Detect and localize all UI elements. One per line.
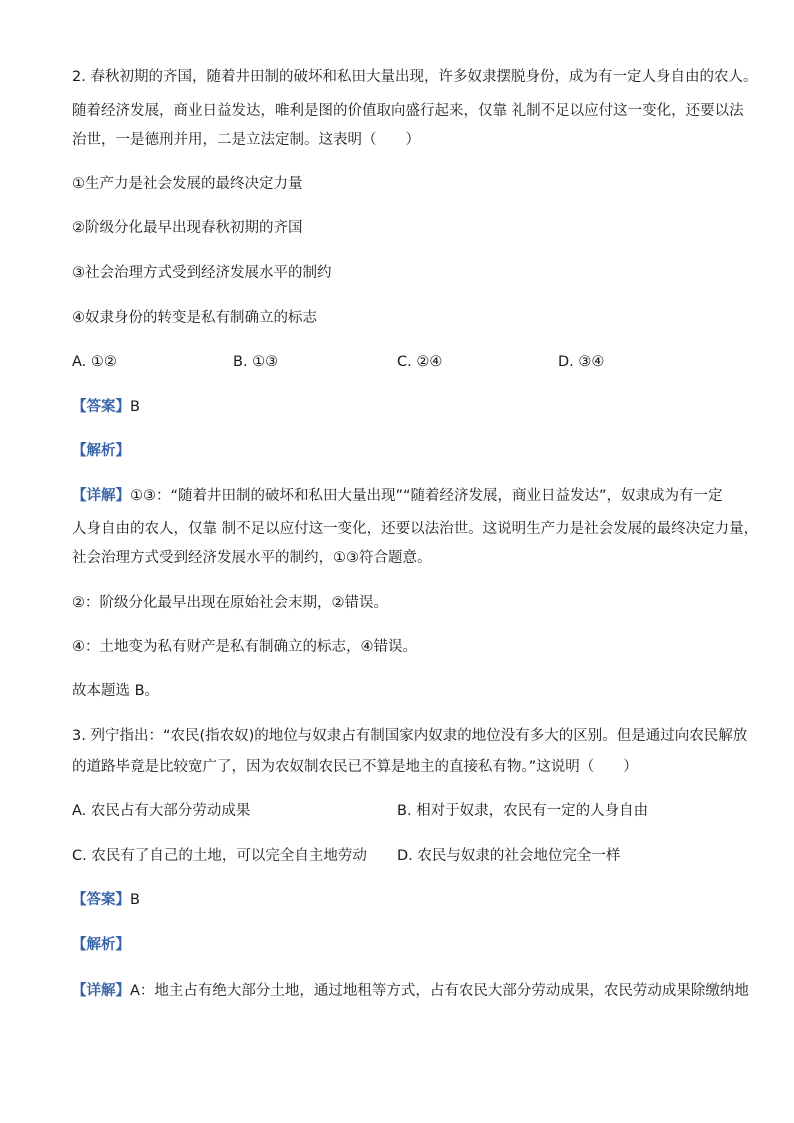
q2-option-b: B. ①③ (233, 354, 279, 370)
q2-statement-2: ②阶级分化最早出现春秋初期的齐国 (72, 220, 303, 236)
q3-stem-line-2: 的道路毕竟是比较宽广了，因为农奴制农民已不算是地主的直接私有物。”这说明（ ） (72, 759, 638, 775)
q3-analysis-tag: 【解析】 (72, 937, 130, 953)
q2-statement-1: ①生产力是社会发展的最终决定力量 (72, 176, 303, 192)
q2-option-d: D. ③④ (558, 354, 605, 370)
q2-statement-4: ④奴隶身份的转变是私有制确立的标志 (72, 310, 317, 326)
q2-detail-line-6: 故本题选 B。 (72, 683, 160, 699)
q2-answer-tag: 【答案】 (72, 399, 130, 415)
q2-detail-line-2: 人身自由的农人，仅靠 制不足以应付这一变化，还要以法治世。这说明生产力是社会发展的最终决定力量， (72, 521, 759, 537)
q3-answer-value: B (130, 892, 140, 908)
q2-stem-line-1: 2. 春秋初期的齐国，随着井田制的破坏和私田大量出现，许多奴隶摆脱身份，成为有一定人身自由的农人。 (72, 69, 758, 85)
q3-option-d: D. 农民与奴隶的社会地位完全一样 (397, 848, 621, 864)
q3-detail-line-1 (72, 982, 749, 1000)
q2-stem-line-2: 随着经济发展，商业日益发达，唯利是图的价值取向盛行起来，仅靠 礼制不足以应付这一变化，还要以法 (72, 103, 744, 119)
q2-detail-text-1: ①③：“随着井田制的破坏和私田大量出现”“随着经济发展，商业日益发达”，奴隶成为有一定 (130, 488, 723, 504)
q3-option-b: B. 相对于奴隶，农民有一定的人身自由 (397, 803, 649, 819)
q3-analysis (72, 936, 732, 954)
q3-option-c: C. 农民有了自己的土地，可以完全自主地劳动 (72, 848, 367, 864)
q2-detail-line-5: ④：土地变为私有财产是私有制确立的标志，④错误。 (72, 639, 417, 655)
q3-detail-tag: 【详解】 (72, 983, 130, 999)
q2-analysis (72, 442, 732, 460)
q3-stem-line-1: 3. 列宁指出：“农民(指农奴)的地位与奴隶占有制国家内奴隶的地位没有多大的区别。但是通过向农民解放 (72, 728, 748, 744)
q3-detail-text-1: A：地主占有绝大部分土地，通过地租等方式，占有农民大部分劳动成果，农民劳动成果除缴纳地 (130, 983, 749, 999)
q2-option-c: C. ②④ (397, 354, 443, 370)
q2-detail-line-4: ②：阶级分化最早出现在原始社会末期，②错误。 (72, 595, 388, 611)
q2-stem-line-3: 治世，一是德刑并用，二是立法定制。这表明（ ） (72, 132, 420, 148)
q2-option-a: A. ①② (72, 354, 117, 370)
q2-statement-3: ③社会治理方式受到经济发展水平的制约 (72, 265, 332, 281)
q2-answer (72, 398, 732, 416)
q2-detail-line-1 (72, 487, 732, 505)
q2-detail-line-3: 社会治理方式受到经济发展水平的制约，①③符合题意。 (72, 550, 432, 566)
q2-detail-tag: 【详解】 (72, 488, 130, 504)
q3-answer-tag: 【答案】 (72, 892, 130, 908)
q2-analysis-tag: 【解析】 (72, 443, 130, 459)
q3-option-a: A. 农民占有大部分劳动成果 (72, 803, 251, 819)
q2-answer-value: B (130, 399, 140, 415)
q3-answer (72, 891, 732, 909)
